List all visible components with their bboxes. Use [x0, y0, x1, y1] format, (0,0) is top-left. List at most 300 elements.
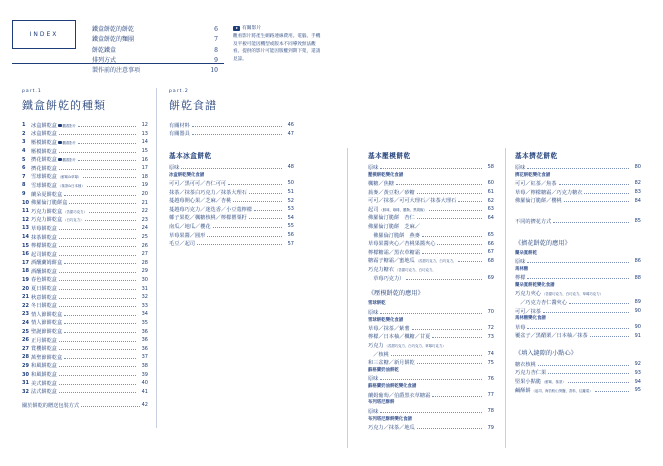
item-page: 50 — [287, 180, 294, 187]
item-note: （抹茶&日本柚） — [57, 183, 85, 188]
list-item[interactable] — [169, 179, 294, 188]
list-item[interactable] — [22, 293, 148, 302]
list-item[interactable] — [515, 386, 641, 395]
part1-footer[interactable]: 關於餅乾的贈送包裝方式 42 — [22, 402, 148, 409]
list-item[interactable] — [22, 190, 148, 199]
list-item[interactable] — [515, 273, 641, 282]
item-page: 65 — [487, 232, 494, 239]
item-name: 蘭朵夏餅乾盒 — [31, 191, 63, 198]
recipe-subheading: 蘭朵夏餅乾 — [515, 250, 537, 256]
list-item[interactable] — [368, 214, 494, 223]
leader-dots — [59, 384, 136, 385]
list-item[interactable] — [368, 196, 494, 205]
list-item[interactable] — [368, 205, 494, 214]
item-name: 椰子果乾／楓糖核桃／檸檬罌粟籽 — [169, 215, 247, 222]
item-name: 鹹酥餅 — [515, 387, 531, 394]
item-name: 佛羅倫汀脆餅 杏仁 — [368, 215, 415, 222]
list-item[interactable] — [22, 319, 148, 328]
item-name: 雪球餅乾盒 — [31, 174, 57, 181]
item-name: 起司 — [368, 206, 379, 213]
item-note: （苦甜巧克力、白巧克力、草莓巧克力） — [384, 344, 446, 349]
item-name: 檸檬／日本柚／楓糖／甘夏 — [368, 334, 431, 341]
item-page: 60 — [487, 180, 494, 187]
leader-dots — [458, 261, 482, 262]
leader-dots — [64, 195, 136, 196]
item-name: 覆盆子／黑醋栗／日本柚／抹茶 — [515, 333, 588, 340]
list-item[interactable] — [169, 163, 294, 172]
item-name: 和風餅乾盒 — [31, 372, 57, 379]
leader-dots — [78, 126, 136, 127]
leader-dots — [59, 349, 136, 350]
item-page: 30 — [141, 276, 148, 283]
item-page: 61 — [487, 189, 494, 196]
item-page: 94 — [634, 378, 641, 385]
item-number: 8 — [22, 182, 26, 189]
leader-dots — [64, 323, 136, 324]
leader-dots — [59, 280, 136, 281]
item-page: 51 — [287, 189, 294, 196]
item-name: 巧克力夾心 — [515, 291, 541, 298]
item-name: 草莓巧克力） — [368, 275, 405, 282]
item-name: 擠花餅乾盒 — [31, 165, 57, 172]
leader-dots — [64, 315, 136, 316]
list-item[interactable] — [22, 250, 148, 259]
item-page: 68 — [487, 257, 494, 264]
video-label: 觀看影片 — [62, 140, 77, 145]
top-index-item[interactable] — [92, 25, 218, 35]
item-note: （苦甜巧克力、白巧克力、草莓巧克力） — [541, 292, 603, 297]
item-name: 情人節餅乾盒 — [31, 320, 63, 327]
list-item[interactable] — [515, 307, 641, 316]
leader-dots — [64, 332, 136, 333]
leader-dots — [59, 169, 136, 170]
recipe-subheading: 馬林糖變化食譜 — [515, 316, 546, 322]
part2-title: 餅乾食譜 — [169, 99, 217, 112]
press-column — [368, 150, 494, 432]
item-name: 巧克力杏仁果 — [515, 370, 547, 377]
list-item[interactable] — [22, 310, 148, 319]
item-name: 草莓／檸檬糖霜／巧克力糖衣 — [515, 189, 583, 196]
item-name: 萬聖節餅乾盒 — [31, 354, 63, 361]
item-number: 22 — [22, 302, 29, 309]
section-heading: 《擠花餅乾的應用》 — [515, 239, 571, 247]
leader-dots — [59, 246, 136, 247]
item-name: 原味 — [368, 376, 379, 383]
recipe-subheading: 馬林糖 — [515, 266, 529, 272]
video-label: 觀看影片 — [62, 123, 77, 128]
leader-dots — [527, 262, 629, 263]
leader-dots — [233, 201, 282, 202]
item-number: 31 — [22, 380, 29, 387]
list-item[interactable] — [22, 336, 148, 345]
item-name: 原味 — [515, 164, 526, 171]
leader-dots — [412, 329, 482, 330]
list-item[interactable] — [169, 214, 294, 223]
item-name: 情人節餅乾盒 — [31, 311, 63, 318]
divider — [156, 88, 157, 428]
item-page: 16 — [141, 156, 148, 163]
item-page: 80 — [634, 164, 641, 171]
part2-label: part.2 — [169, 89, 189, 94]
item-number: 29 — [22, 362, 29, 369]
item-page: 34 — [141, 311, 148, 318]
item-number: 4 — [22, 148, 26, 155]
list-item[interactable] — [515, 179, 641, 188]
play-icon — [233, 26, 240, 31]
leader-dots — [59, 289, 136, 290]
item-name: 蕎麥／黃豆粉／砂糖 — [368, 189, 415, 196]
list-item[interactable] — [368, 407, 494, 416]
item-page: 86 — [634, 258, 641, 265]
leader-dots — [422, 236, 482, 237]
item-note: （鮮味、咖啡、羅勒、黑胡椒） — [379, 207, 427, 212]
item-page: 33 — [141, 302, 148, 309]
part1-title: 鐵盒餅乾的種類 — [22, 99, 106, 112]
ice-column — [169, 150, 294, 248]
list-item[interactable] — [22, 284, 148, 293]
item-name: 巧克力糖衣 — [368, 266, 394, 273]
list-item[interactable] — [368, 248, 494, 257]
item-page: 78 — [487, 408, 494, 415]
list-item[interactable] — [22, 387, 148, 396]
leader-dots — [538, 365, 629, 366]
leader-dots — [595, 391, 629, 392]
section-heading: 《壓模餅乾的應用》 — [368, 290, 424, 298]
item-name: 可可／抹茶 — [515, 308, 541, 315]
list-item[interactable] — [22, 301, 148, 310]
item-name: 草莓／抹茶／紫薯 — [368, 325, 410, 332]
item-name: 巧克力／抹茶／地瓜 — [368, 425, 415, 432]
list-item[interactable] — [368, 423, 494, 432]
list-item[interactable] — [515, 163, 641, 172]
item-name: 原味 — [368, 164, 379, 171]
leader-dots — [406, 279, 482, 280]
item-number: 14 — [22, 234, 29, 241]
item-number: 20 — [22, 285, 29, 292]
list-item[interactable] — [368, 391, 494, 400]
item-name: 佛羅倫汀脆餅 芝麻／ — [368, 223, 420, 230]
list-item[interactable] — [515, 377, 641, 386]
item-name: 起司餅乾盒 — [31, 251, 57, 258]
video-note-text: 觀看影片將產生網路連線費用。電腦、手機及平板可能因機型或版本不同導致無法觀看。提供的影片可能因版權到期下架，還請見諒。 — [233, 34, 321, 62]
recipe-subheading: 雪球餅乾變化食譜 — [368, 317, 404, 323]
item-name: 冰盒餅乾盒 — [31, 122, 57, 129]
item-number: 19 — [22, 276, 29, 283]
list-item[interactable] — [22, 207, 148, 216]
leader-dots — [590, 336, 629, 337]
item-note: （鮮味&草莓） — [57, 175, 82, 180]
list-item[interactable] — [22, 379, 148, 388]
list-item[interactable] — [22, 181, 148, 190]
divider — [347, 148, 348, 448]
item-page: 6 — [214, 26, 218, 33]
list-item[interactable] — [169, 231, 294, 240]
top-index-item[interactable] — [92, 46, 218, 56]
item-page: 37 — [141, 354, 148, 361]
list-item[interactable] — [22, 259, 148, 268]
list-item[interactable] — [368, 257, 494, 266]
item-name: 壓模餅乾盒 — [31, 139, 57, 146]
item-name: 有關材料 — [169, 122, 190, 129]
recipe-subheading: 擠花餅乾變化食譜 — [515, 172, 551, 178]
item-name: 不同的擠花方式 — [515, 218, 552, 225]
recipe-subheading: 布列塔尼酥餅 — [368, 400, 395, 406]
leader-dots — [548, 373, 629, 374]
item-name: 毛豆／起司 — [169, 241, 195, 248]
item-page: 74 — [487, 351, 494, 358]
item-name: 蘭姆葡萄／伯爵黑衣草糖霜 — [368, 392, 431, 399]
item-page: 88 — [634, 274, 641, 281]
item-name: 賞櫻餅乾盒 — [31, 346, 57, 353]
list-item[interactable] — [368, 265, 494, 274]
item-number: 27 — [22, 345, 29, 352]
item-name: 糖衣核桃 — [515, 361, 536, 368]
item-name: 擠花餅乾盒 — [31, 157, 57, 164]
item-page: 18 — [141, 173, 148, 180]
list-item[interactable] — [22, 267, 148, 276]
leader-dots — [59, 272, 136, 273]
leader-dots — [89, 212, 136, 213]
leader-dots — [417, 218, 482, 219]
recipe-subheading: 蘭朵夏餅乾變化食譜 — [515, 282, 555, 288]
list-item[interactable] — [22, 164, 148, 173]
video-note — [233, 25, 323, 63]
item-page: 57 — [287, 240, 294, 247]
item-page: 90 — [634, 324, 641, 331]
item-page: 25 — [141, 234, 148, 241]
item-name: 楓糖／焦糖 — [368, 180, 394, 187]
item-number: 18 — [22, 268, 29, 275]
list-item[interactable] — [22, 344, 148, 353]
leader-dots — [192, 126, 282, 127]
leader-dots — [59, 229, 136, 230]
item-page: 40 — [141, 380, 148, 387]
list-item[interactable] — [22, 216, 148, 225]
item-number: 7 — [22, 173, 26, 180]
list-item[interactable] — [368, 308, 494, 317]
leader-dots — [527, 168, 629, 169]
item-number: 10 — [22, 199, 29, 206]
item-number: 3 — [22, 139, 26, 146]
leader-dots — [59, 366, 136, 367]
list-item[interactable] — [169, 239, 294, 248]
list-item[interactable] — [515, 298, 641, 307]
list-item[interactable] — [368, 341, 494, 350]
section-heading: 基本冰盒餅乾 — [169, 152, 212, 160]
leader-dots — [207, 236, 282, 237]
item-page: 47 — [287, 130, 294, 137]
item-page: 89 — [634, 299, 641, 306]
item-page: 67 — [487, 249, 494, 256]
item-name: 法式餅乾盒 — [31, 389, 57, 396]
leader-dots — [432, 337, 482, 338]
item-name: 草莓餅乾盒 — [31, 225, 57, 232]
item-page: 92 — [634, 361, 641, 368]
item-page: 21 — [141, 199, 148, 206]
list-item[interactable] — [22, 362, 148, 371]
list-item[interactable] — [169, 205, 294, 214]
leader-dots — [568, 382, 629, 383]
item-number: 15 — [22, 242, 29, 249]
leader-dots — [527, 278, 629, 279]
item-name: 可可／紅茶／焦茶 — [515, 180, 557, 187]
item-number: 12 — [22, 216, 29, 223]
item-page: 66 — [487, 240, 494, 247]
list-item[interactable] — [515, 369, 641, 378]
leader-dots — [569, 303, 629, 304]
list-item[interactable] — [368, 375, 494, 384]
leader-dots — [85, 220, 136, 221]
list-item[interactable] — [22, 130, 148, 139]
item-page: 17 — [141, 165, 148, 172]
list-item[interactable] — [515, 188, 641, 197]
item-name: 檸檬 — [515, 275, 526, 282]
item-page: 39 — [141, 371, 148, 378]
list-item[interactable] — [368, 179, 494, 188]
item-number: 28 — [22, 354, 29, 361]
item-page: 12 — [141, 122, 148, 129]
leader-dots — [197, 244, 282, 245]
list-item[interactable] — [22, 121, 148, 130]
list-item[interactable] — [515, 217, 641, 226]
list-item[interactable] — [22, 353, 148, 362]
list-item[interactable] — [368, 324, 494, 333]
list-item[interactable] — [22, 233, 148, 242]
item-page: 35 — [141, 319, 148, 326]
leader-dots — [69, 203, 136, 204]
leader-dots — [59, 306, 136, 307]
item-name: 酒醺餅乾盒 — [31, 268, 57, 275]
top-index-item[interactable] — [92, 56, 218, 66]
list-item[interactable] — [368, 222, 494, 231]
top-index-item[interactable] — [92, 35, 218, 45]
item-name: 秋意餅乾盒 — [31, 294, 57, 301]
section-heading: 《填入縫隙的小點心》 — [515, 350, 577, 358]
item-page: 82 — [634, 180, 641, 187]
list-item[interactable] — [368, 274, 494, 283]
item-name: 檸檬餅乾盒 — [31, 243, 57, 250]
item-page: 62 — [487, 197, 494, 204]
leader-dots — [254, 210, 282, 211]
item-number: 11 — [22, 208, 29, 215]
item-name: 酒醺蘭姆餅盒 — [31, 260, 63, 267]
list-item[interactable] — [169, 121, 294, 130]
list-item[interactable] — [515, 196, 641, 205]
list-item[interactable] — [22, 224, 148, 233]
leader-dots — [64, 263, 136, 264]
leader-dots — [59, 134, 136, 135]
leader-dots — [527, 328, 629, 329]
leader-dots — [417, 193, 482, 194]
item-page: 54 — [287, 214, 294, 221]
list-item[interactable] — [515, 323, 641, 332]
item-page: 76 — [487, 375, 494, 382]
item-name: 原味 — [515, 258, 526, 265]
item-name: 餅乾鐵盒 — [92, 46, 117, 54]
item-name: 堅果小點脆 — [515, 379, 541, 386]
list-item[interactable] — [368, 188, 494, 197]
list-item[interactable] — [22, 370, 148, 379]
item-name: 草莓果醬夾心／杏桃果醬夾心 — [368, 241, 436, 248]
section-heading: 基本壓模餅乾 — [368, 152, 411, 160]
list-item[interactable] — [515, 332, 641, 341]
item-name: 美式餅乾盒 — [31, 380, 57, 387]
list-item[interactable] — [169, 222, 294, 231]
list-item[interactable] — [169, 188, 294, 197]
leader-dots — [87, 186, 136, 187]
list-item[interactable] — [22, 241, 148, 250]
list-item[interactable] — [515, 257, 641, 266]
item-page: 79 — [487, 424, 494, 431]
top-index-item[interactable] — [92, 66, 218, 76]
list-item[interactable] — [22, 198, 148, 207]
item-page: 28 — [141, 259, 148, 266]
item-number: 23 — [22, 311, 29, 318]
item-page: 75 — [487, 359, 494, 366]
item-name: 壓模餅乾盒 — [31, 148, 57, 155]
list-item[interactable] — [22, 327, 148, 336]
item-name: 春色餅乾盒 — [31, 277, 57, 284]
list-item[interactable] — [515, 290, 641, 299]
list-item[interactable] — [169, 130, 294, 139]
index-tab: INDEX — [12, 20, 76, 49]
recipe-subheading: 壓模餅乾變化食譜 — [368, 172, 404, 178]
item-name: 正月餅乾盒 — [31, 337, 57, 344]
item-page: 58 — [487, 164, 494, 171]
item-number: 1 — [22, 122, 26, 129]
list-item[interactable] — [368, 358, 494, 367]
item-name: 糖霜子糖霜／蜜地瓜 — [368, 258, 415, 265]
list-item[interactable] — [22, 173, 148, 182]
leader-dots — [59, 375, 136, 376]
leader-dots — [59, 238, 136, 239]
leader-dots — [584, 193, 629, 194]
recipe-subheading: 蘇格蘭奶油餅乾變化食譜 — [368, 384, 417, 390]
item-name: 有關器具 — [169, 131, 190, 138]
leader-dots — [181, 168, 282, 169]
item-page: 31 — [141, 285, 148, 292]
item-number: 2 — [22, 130, 26, 137]
list-item[interactable] — [368, 239, 494, 248]
item-page: 64 — [487, 214, 494, 221]
leader-dots — [564, 201, 629, 202]
item-page: 22 — [141, 208, 148, 215]
leader-dots — [559, 184, 629, 185]
leader-dots — [249, 218, 282, 219]
list-item[interactable] — [368, 350, 494, 359]
item-name: 和三盆糖／新月餅乾 — [368, 360, 415, 367]
list-item[interactable] — [368, 163, 494, 172]
recipe-subheading: 布列塔尼酥餅變化食譜 — [368, 416, 412, 422]
leader-dots — [249, 193, 282, 194]
item-page: 69 — [487, 275, 494, 282]
item-page: 36 — [141, 328, 148, 335]
list-item[interactable] — [368, 333, 494, 342]
list-item[interactable] — [22, 155, 148, 164]
item-name: 製作前的注意事項 — [92, 67, 141, 75]
item-page: 72 — [487, 325, 494, 332]
leader-dots — [437, 244, 482, 245]
item-page: 56 — [287, 232, 294, 239]
list-item[interactable] — [22, 147, 148, 156]
list-item[interactable] — [169, 196, 294, 205]
leader-dots — [391, 355, 482, 356]
list-item[interactable] — [368, 231, 494, 240]
list-item[interactable] — [515, 360, 641, 369]
list-item[interactable] — [22, 138, 148, 147]
item-name: 原味 — [368, 408, 379, 415]
list-item[interactable] — [22, 276, 148, 285]
